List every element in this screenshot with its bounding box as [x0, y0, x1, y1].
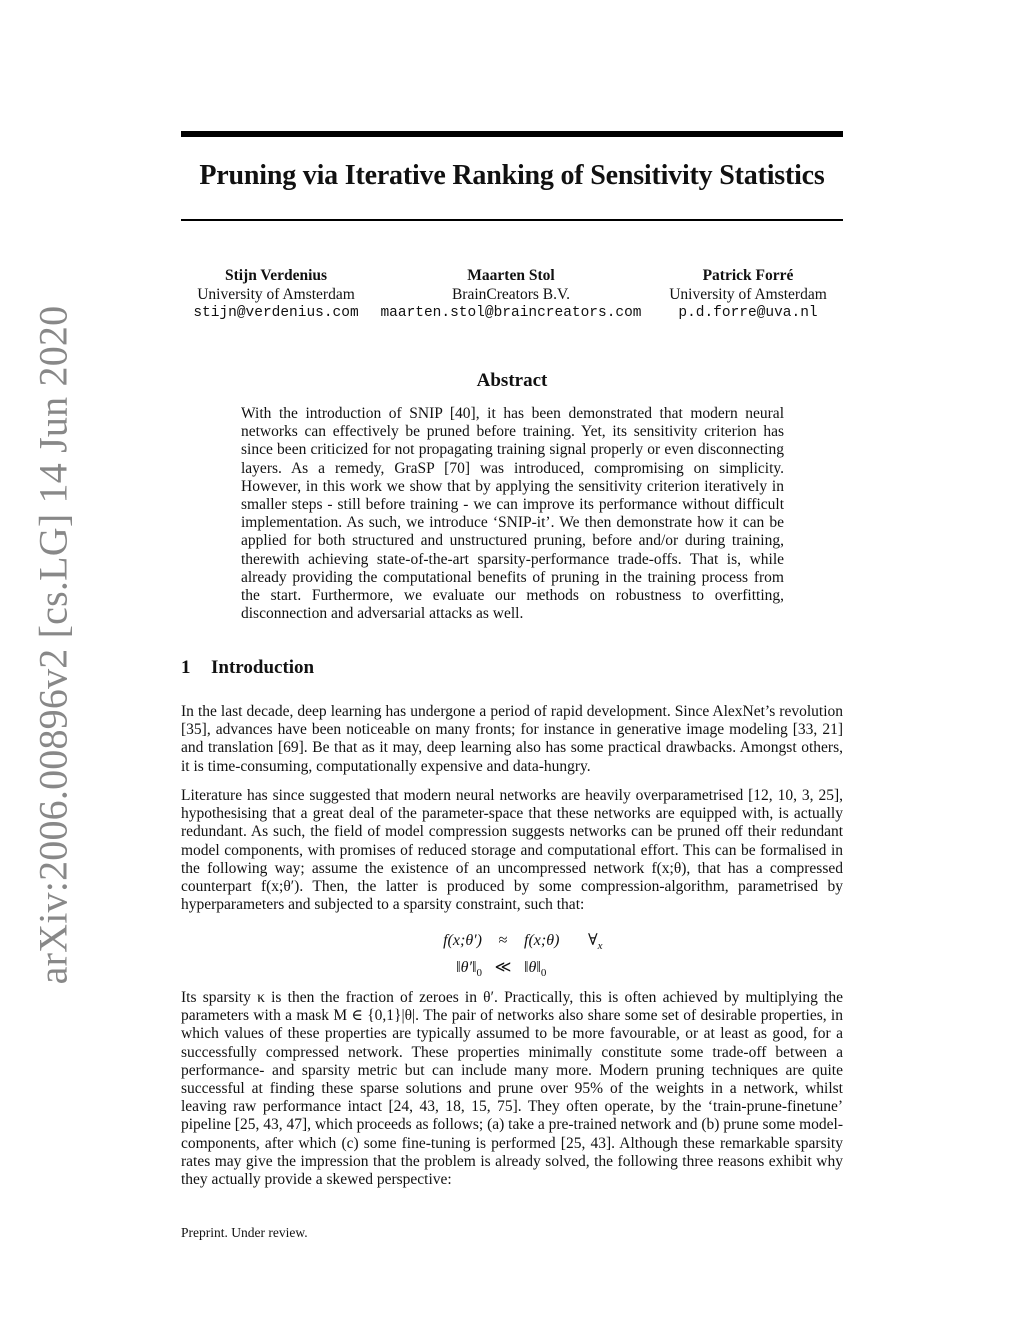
section-title: Introduction — [211, 657, 315, 678]
section-number: 1 — [181, 657, 191, 678]
author-name: Patrick Forré — [702, 267, 794, 284]
author-email[interactable]: p.d.forre@uva.nl — [678, 305, 818, 321]
author-email[interactable]: stijn@verdenius.com — [193, 305, 359, 321]
intro-paragraph-2: Literature has since suggested that modern neural networks are heavily overparametrised [12, 10, 3, 25], hypothesising that a great deal of the parameter-space that these networks are equipped with, is actually redundant. As such, the field of model compression suggests networks can be pruned off their redundant model components, with promises of reduced storage and computational effort. This can be formalised in the following way; assume the existence of an uncompressed network f(x;θ), that has a compressed counterpart f(x;θ′). Then, the latter is produced by some compression-algorithm, parametrised by hyperparameters and subjected to a sparsity constraint, such that: — [181, 787, 843, 914]
section-heading — [181, 657, 314, 679]
equation-lhs: f(x;θ′) — [443, 932, 482, 949]
author-1 — [181, 266, 371, 323]
title-bottom-rule — [181, 219, 843, 221]
arxiv-side-identifier: arXiv:2006.00896v2 [cs.LG] 14 Jun 2020 — [30, 305, 76, 985]
equation-row-2 — [412, 957, 603, 984]
equation-row-1 — [412, 930, 603, 957]
intro-paragraph-1: In the last decade, deep learning has undergone a period of rapid development. Since AlexNet’s revolution [35], advances have been noticeable on many fronts; for instance in generative image modeling [33, 21] and translation [69]. Be that as it may, deep learning also has some practical drawbacks. Amongst others, it is time-consuming, computationally expensive and data-hungry. — [181, 703, 843, 775]
equation-lhs — [412, 957, 482, 984]
equation-operator: ≈ — [498, 932, 508, 949]
equation-operator: ≪ — [494, 959, 512, 977]
equation-rhs — [524, 957, 584, 984]
author-3 — [653, 266, 843, 323]
intro-paragraph-3: Its sparsity κ is then the fraction of zeroes in θ′. Practically, this is often achieved by multiplying the parameters with a mask M ∈ {0,1}|θ|. The pair of networks also share some set of desirable properties, in which values of these properties are typically assumed to be more favourable, or at least as good, for a successfully compressed network. These properties minimally constitute some trade-off between a performance- and sparsity metric but can include many more. Modern pruning techniques are quite successful at finding these sparse solutions and prune over 95% of the weights in a network, whilst leaving raw performance intact [24, 43, 18, 15, 75]. They often operate, by the ‘train-prune-finetune’ pipeline [25, 43, 47], which proceeds as follows; (a) take a pre-trained network and (b) prune some model-components, after which (c) some fine-tuning is performed [25, 43]. Although these remarkable sparsity rates may give the impression that the problem is already solved, the following three reasons exhibit why they actually provide a skewed perspective: — [181, 989, 843, 1189]
title-top-rule — [181, 131, 843, 137]
author-affiliation: University of Amsterdam — [197, 286, 355, 303]
equation-lhs-norm: ‖θ′‖ — [456, 959, 477, 977]
author-block — [181, 266, 843, 326]
sparsity-equation — [412, 930, 603, 984]
page-footer: Preprint. Under review. — [181, 1225, 308, 1240]
equation-rhs-norm: ‖θ‖ — [524, 959, 541, 977]
author-name: Stijn Verdenius — [224, 267, 328, 284]
author-affiliation: University of Amsterdam — [669, 286, 827, 303]
abstract-heading: Abstract — [476, 370, 548, 391]
author-2 — [376, 266, 646, 323]
author-affiliation: BrainCreators B.V. — [451, 286, 571, 303]
author-email[interactable]: maarten.stol@braincreators.com — [380, 305, 642, 321]
abstract-text: With the introduction of SNIP [40], it has been demonstrated that modern neural networks can effectively be pruned before training. Yet, its sensitivity criterion has since been criticized for not propagating training signal properly or even disconnecting layers. As a remedy, GraSP [70] was introduced, compromising on simplicity. However, in this work we show that by applying the sensitivity criterion iteratively in smaller steps - still before training - we can improve its performance without difficult implementation. As such, we introduce ‘SNIP-it’. We then demonstrate how it can be applied for both structured and unstructured pruning, before and/or during training, therewith achieving state-of-the-art sparsity-performance trade-offs. That is, while already providing the computational benefits of pruning in the training process from the start. Furthermore, we evaluate our methods on robustness to overfitting, disconnection and adversarial attacks as well. — [241, 405, 784, 623]
author-name: Maarten Stol — [467, 267, 555, 284]
equation-rhs-sub: 0 — [540, 967, 547, 980]
equation-quantifier: ∀ — [588, 932, 598, 949]
paper-title: Pruning via Iterative Ranking of Sensitivity Statistics — [199, 160, 825, 191]
equation-rhs: f(x;θ) — [524, 932, 560, 949]
equation-quantifier-sub: x — [597, 940, 603, 953]
equation-lhs-sub: 0 — [476, 967, 482, 980]
